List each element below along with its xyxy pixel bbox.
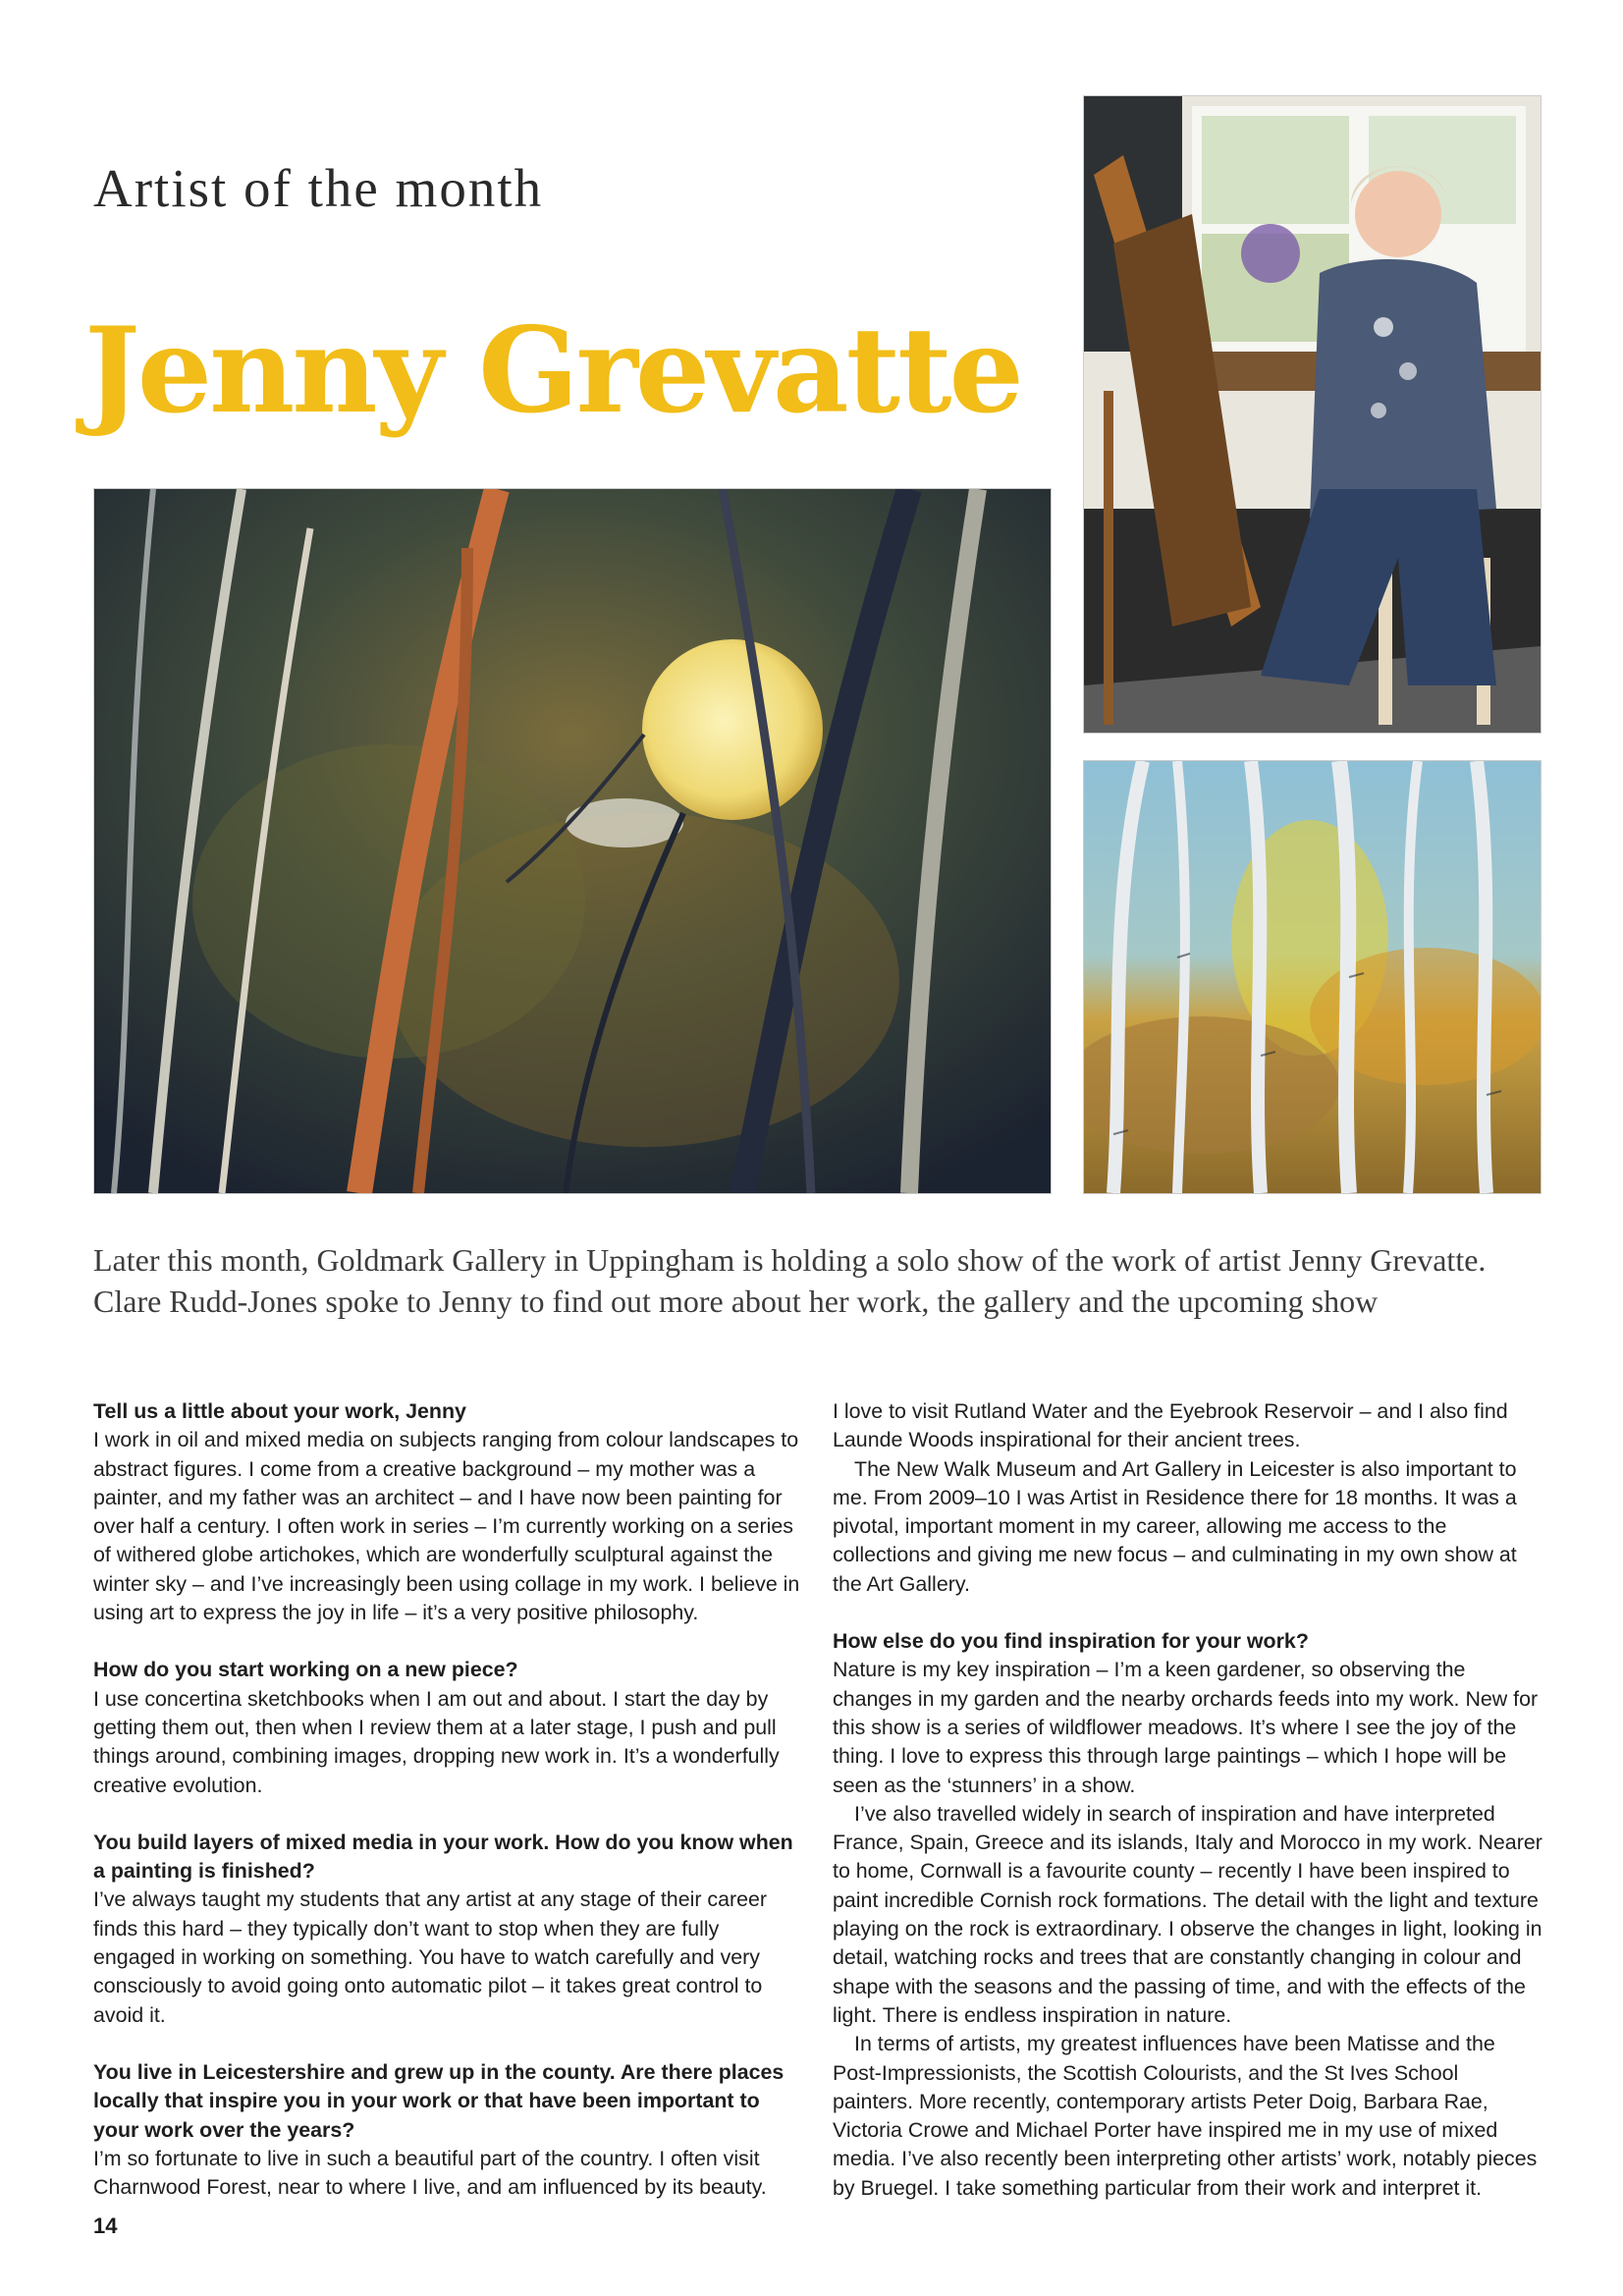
section-kicker: Artist of the month — [93, 158, 544, 218]
answer-paragraph: In terms of artists, my greatest influences have been Matisse and the Post-Impressionists, the Scottish Colourists, and the St Ives School painters. More recently, contemporary artists Peter Doig, Barbara Rae, Victoria Crowe and Michael Porter have inspired me in my use of mixed media. I’ve also recently been interpreting other artists’ work, notably pieces by Bruegel. I take something particular from their work and interpret it. — [833, 2032, 1538, 2200]
answer-paragraph: I love to visit Rutland Water and the Eyebrook Reservoir – and I also find Launde Woods inspirational for their ancient trees. — [833, 1399, 1508, 1452]
question-heading: Tell us a little about your work, Jenny — [93, 1399, 466, 1423]
question-heading: How else do you find inspiration for your work? — [833, 1629, 1309, 1654]
birch-trees-painting — [1083, 760, 1542, 1194]
article-left-column — [93, 1397, 805, 2202]
question-heading: How do you start working on a new piece? — [93, 1658, 518, 1682]
answer-paragraph: I work in oil and mixed media on subjects ranging from colour landscapes to abstract figures. I come from a creative background – my mother was a painter, and my father was an architect – and I have now been painting for over half a century. I often work in series – I’m currently working on a series of withered globe artichokes, which are wonderfully sculptural against the winter sky – and I’ve increasingly been using collage in my work. I believe in using art to express the joy in life – it’s a very positive philosophy. — [93, 1428, 800, 1625]
answer-paragraph: I use concertina sketchbooks when I am out and about. I start the day by getting them out, then when I review them at a later stage, I push and pull things around, combining images, dropping new work in. It’s a wonderfully creative evolution. — [93, 1686, 780, 1797]
answer-paragraph: I’ve always taught my students that any artist at any stage of their career finds this hard – they typically don’t want to stop when they are fully engaged in working on something. You have to watch carefully and very consciously to avoid going onto automatic pilot – it takes great control to avoid it. — [93, 1887, 768, 2027]
answer-paragraph: I’ve also travelled widely in search of inspiration and have interpreted France, Spain, Greece and its islands, Italy and Morocco in my work. Nearer to home, Cornwall is a favourite county – recently I have been inspired to paint incredible Cornish rock formations. The detail with the light and texture playing on the rock is extraordinary. I observe the changes in light, looking in detail, watching rocks and trees that are constantly changing in colour and shape with the seasons and the passing of time, and with the effects of the light. There is endless inspiration in nature. — [833, 1801, 1542, 2027]
standfirst-intro: Later this month, Goldmark Gallery in Uppingham is holding a solo show of the work of artist Jenny Grevatte. Clare Rudd-Jones spoke to Jenny to find out more about her work, the gallery and the upcoming show — [93, 1242, 1487, 1319]
question-heading: You live in Leicestershire and grew up in the county. Are there places locally that inspire you in your work or that have been important to your work over the years? — [93, 2059, 784, 2142]
answer-paragraph: I’m so fortunate to live in such a beautiful part of the country. I often visit Charnwood Forest, near to where I live, and am influenced by its beauty. — [93, 2146, 767, 2200]
article-right-column — [833, 1397, 1544, 2203]
artist-name-title: Jenny Grevatte — [84, 301, 1021, 440]
moonlit-forest-painting — [93, 488, 1052, 1194]
artist-portrait-photo — [1083, 95, 1542, 734]
page-number: 14 — [93, 2214, 118, 2238]
answer-paragraph: Nature is my key inspiration – I’m a keen gardener, so observing the changes in my garden and the nearby orchards feeds into my work. New for this show is a series of wildflower meadows. It’s where I see the joy of the thing. I love to express this through large paintings – which I hope will be seen as the ‘stunners’ in a show. — [833, 1658, 1539, 1797]
question-heading: You build layers of mixed media in your work. How do you know when a painting is finished? — [93, 1830, 793, 1884]
answer-paragraph: The New Walk Museum and Art Gallery in Leicester is also important to me. From 2009–10 I was Artist in Residence there for 18 months. It was a pivotal, important moment in my career, allowing me access to the collections and giving me new focus – and culminating in my own show at the Art Gallery. — [833, 1456, 1517, 1596]
